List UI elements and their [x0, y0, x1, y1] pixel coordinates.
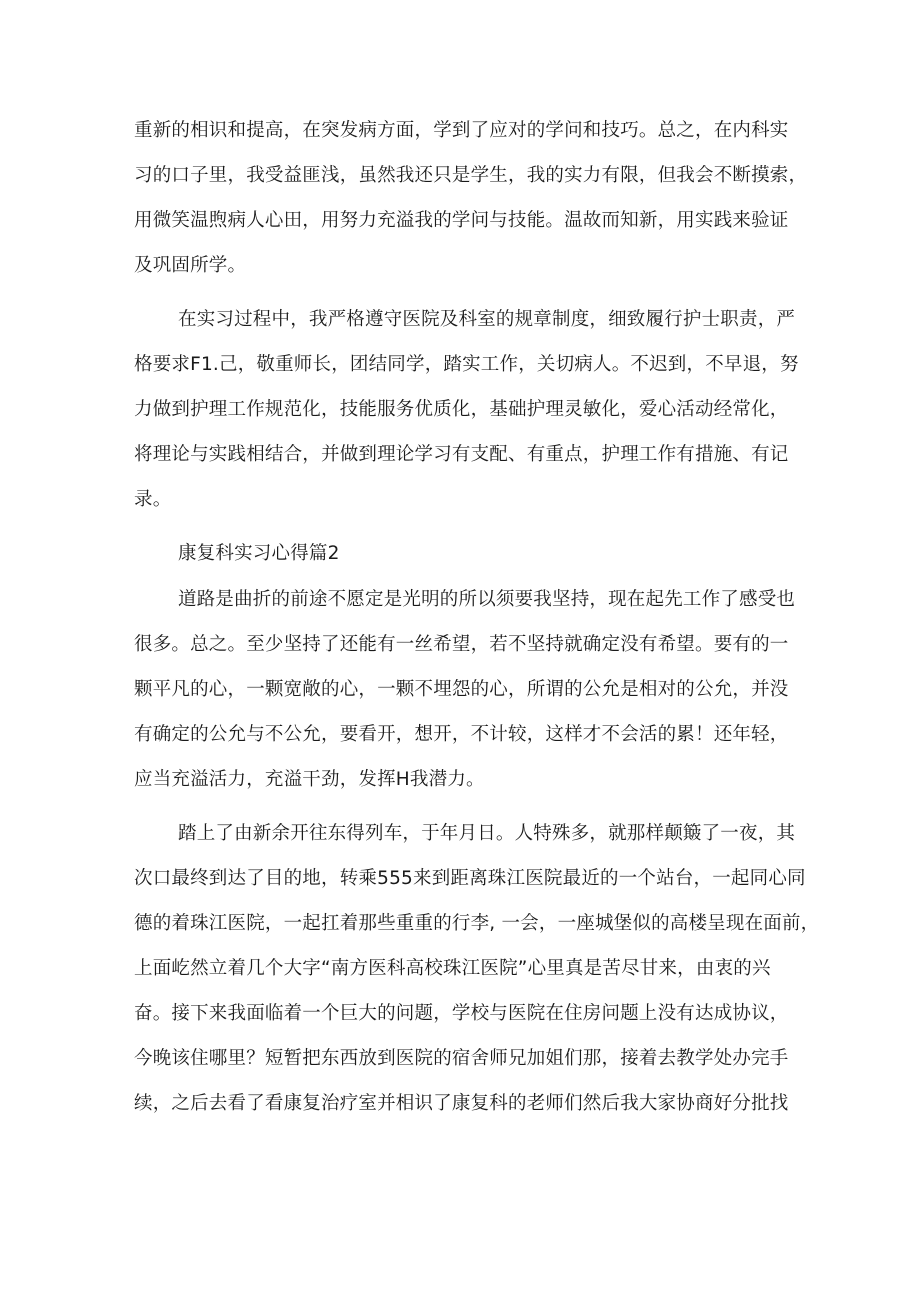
text-line: 踏上了由新余开往东得列车，于年月日。人特殊多，就那样颠簸了一夜，其: [178, 823, 796, 844]
text-line: 次口最终到达了目的地，转乘555来到距离珠江医院最近的一个站台，一起同心同: [134, 868, 806, 889]
text-line: 颗平凡的心，一颗宽敞的心，一颗不埋怨的心，所谓的公允是相对的公允，并没: [134, 679, 789, 700]
text-line: 录。: [134, 489, 172, 510]
text-line: 上面屹然立着几个大字“南方医科高校珠江医院”心里真是苦尽甘来，由衷的兴: [134, 958, 771, 979]
text-line: 道路是曲折的前途不愿定是光明的所以须要我坚持，现在起先工作了感受也: [178, 589, 796, 610]
text-line: 奋。接下来我面临着一个巨大的问题，学校与医院在住房问题上没有达成协议，: [134, 1003, 789, 1024]
text-line: 力做到护理工作规范化，技能服务优质化，基础护理灵敏化，爱心活动经常化，: [134, 399, 789, 420]
text-line: 很多。总之。至少坚持了还能有一丝希望，若不坚持就确定没有希望。要有的一: [134, 634, 789, 655]
text-line: 应当充溢活力，充溢干劲，发挥H我潜力。: [134, 769, 485, 790]
text-line: 续，之后去看了看康复治疗室并相识了康复科的老师们然后我大家协商好分批找: [134, 1093, 789, 1114]
text-line: 将理论与实践相结合，并做到理论学习有支配、有重点，护理工作有措施、有记: [134, 444, 789, 465]
section-heading: 康复科实习心得篇2: [178, 543, 340, 564]
text-line: 今晚该住哪里？短暂把东西放到医院的宿舍师兄加姐们那，接着去教学处办完手: [134, 1048, 789, 1069]
text-line: 重新的相识和提高，在突发病方面，学到了应对的学问和技巧。总之，在内科实: [134, 120, 789, 141]
text-line: 及巩固所学。: [134, 255, 247, 276]
text-line: 习的口子里，我受益匪浅，虽然我还只是学生，我的实力有限，但我会不断摸索，: [134, 165, 808, 186]
text-line: 用微笑温煦病人心田，用努力充溢我的学问与技能。温故而知新，用实践来验证: [134, 210, 789, 231]
text-line: 德的着珠江医院，一起扛着那些重重的行李, 一会，一座城堡似的高楼呈现在面前，: [134, 913, 820, 934]
text-line: 在实习过程中，我严格遵守医院及科室的规章制度，细致履行护士职责，严: [178, 309, 796, 330]
text-line: 格要求F1.己，敬重师长，团结同学，踏实工作，关切病人。不迟到，不早退，努: [134, 354, 799, 375]
text-line: 有确定的公允与不公允，要看开，想开，不计较，这样才不会活的累！还年轻，: [134, 724, 789, 745]
